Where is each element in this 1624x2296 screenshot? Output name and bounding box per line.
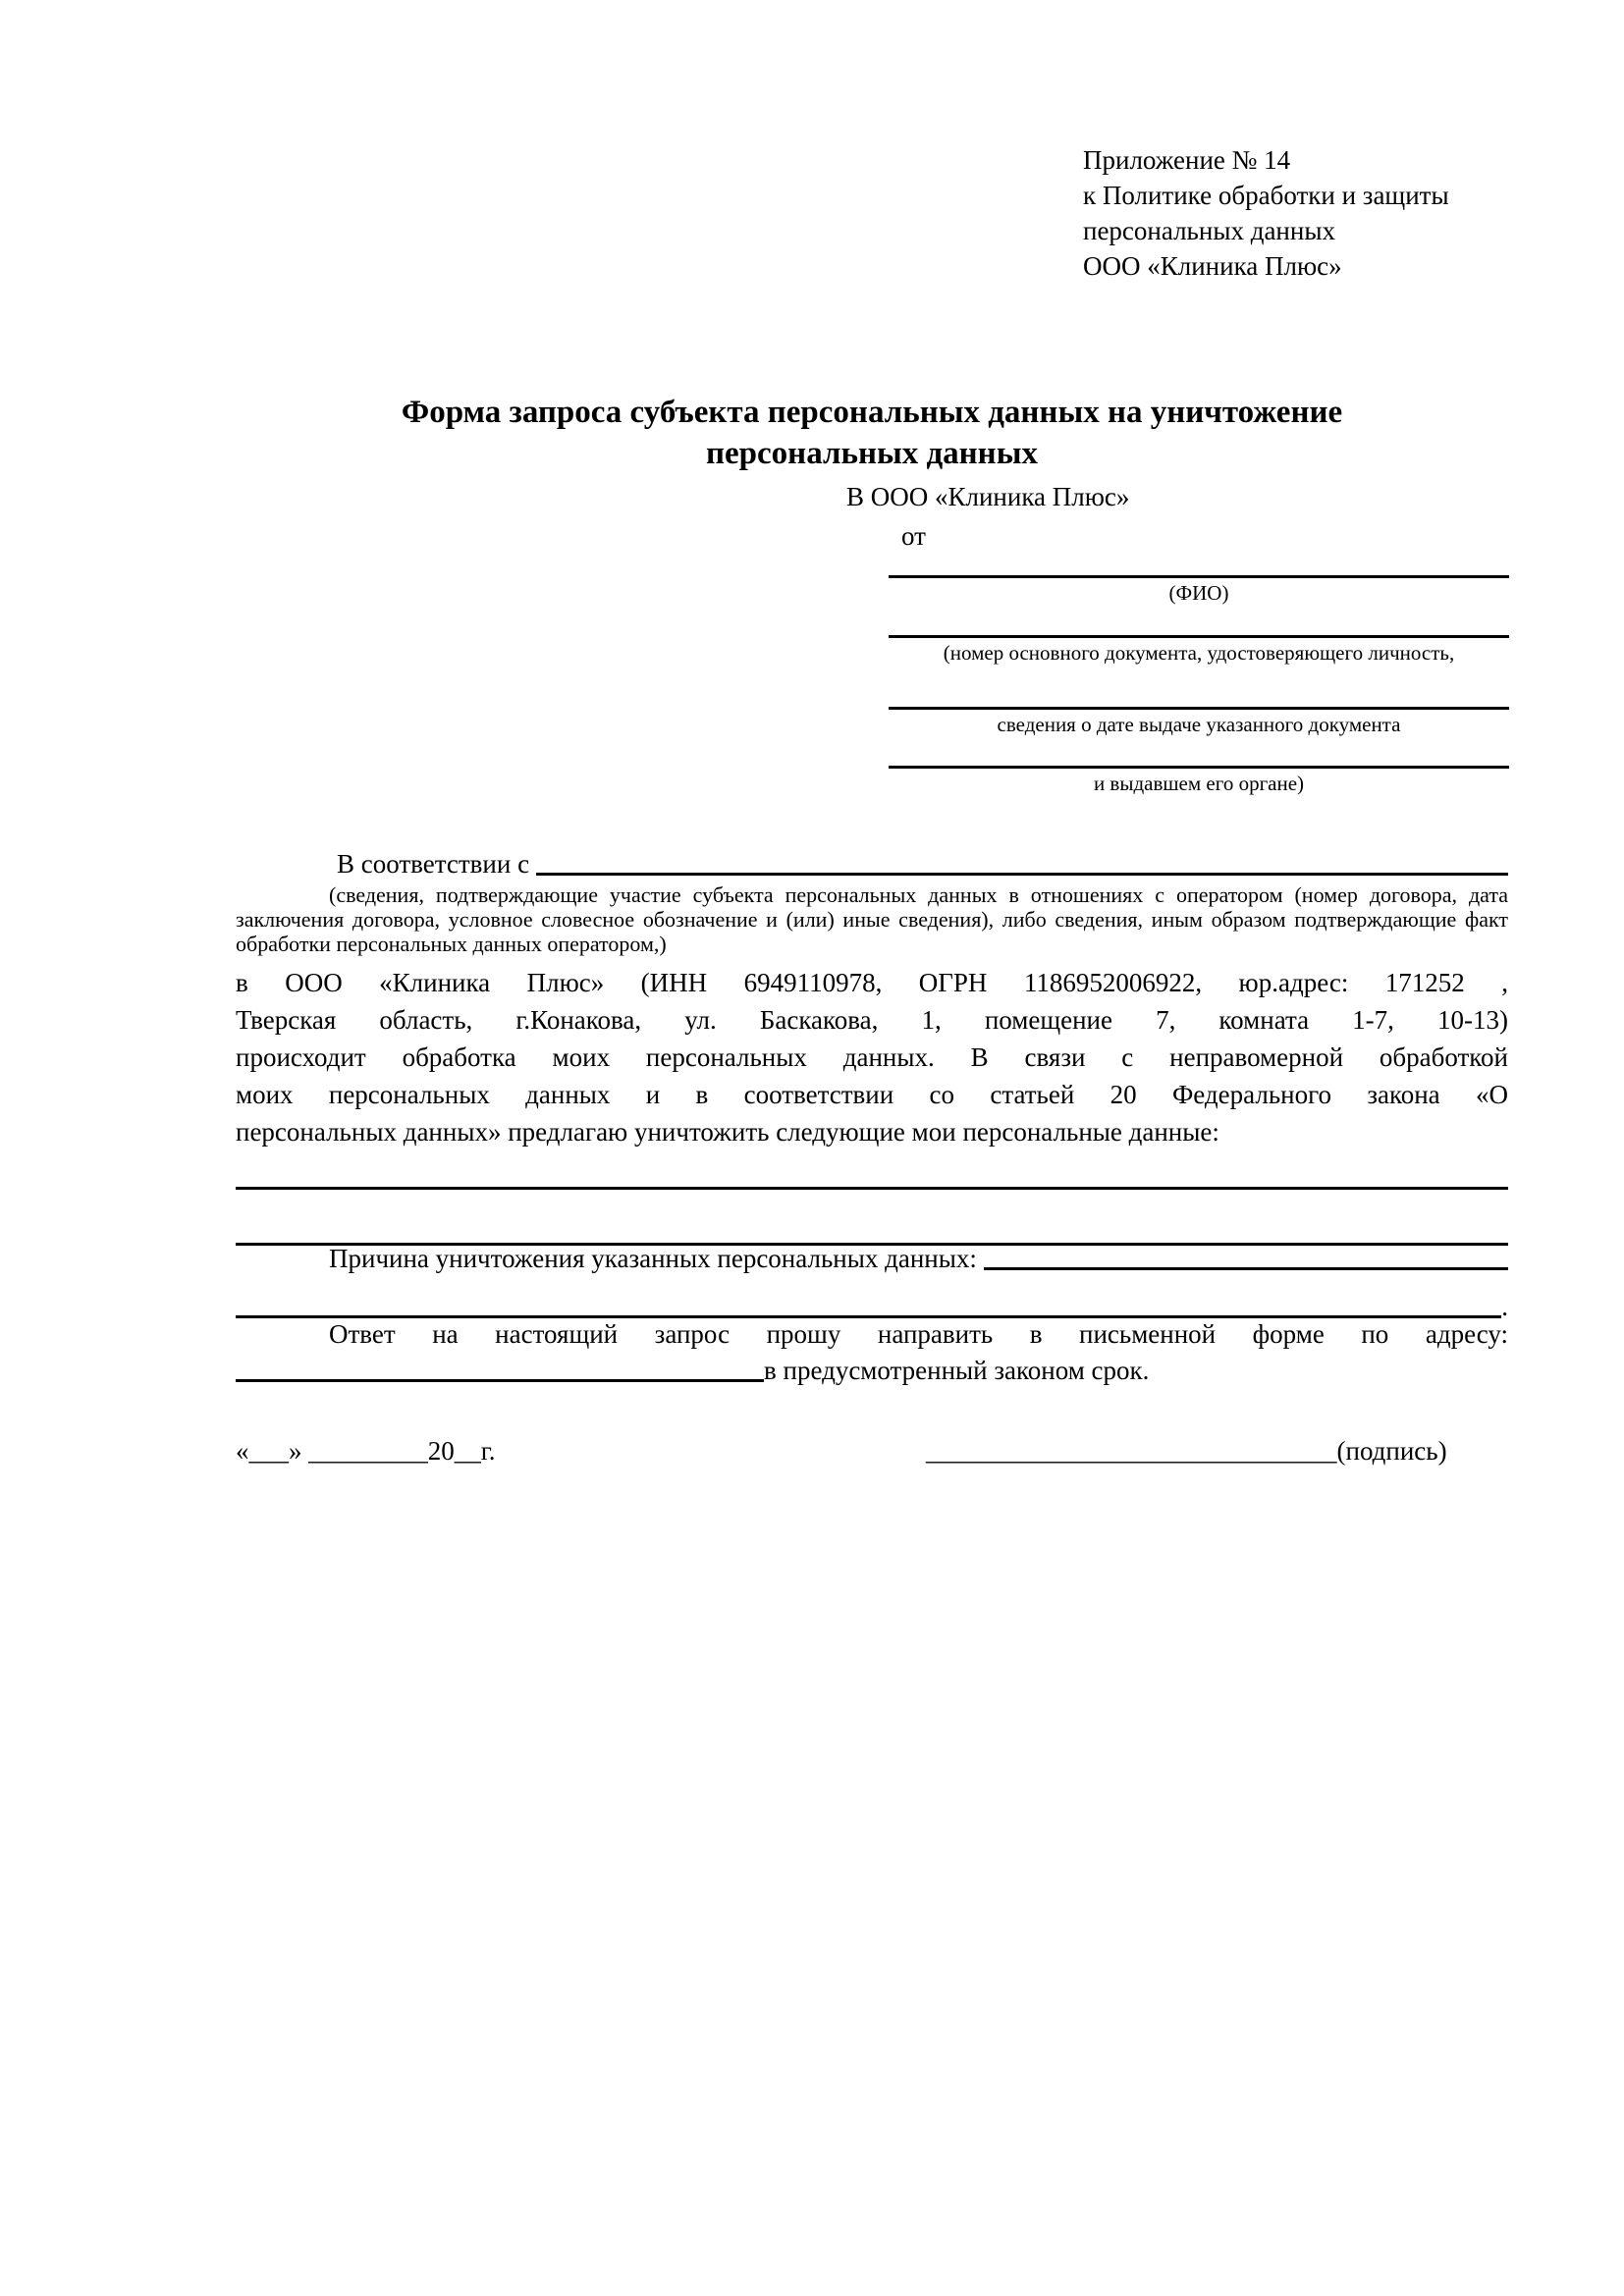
signature-label: (подпись) bbox=[1336, 1436, 1447, 1466]
trailing-period: . bbox=[1501, 1292, 1508, 1321]
body-paragraph bbox=[236, 964, 1508, 1150]
reason-row bbox=[236, 1240, 1508, 1277]
accordance-row bbox=[236, 845, 1508, 882]
issue-date-field-label: сведения о дате выдаче указанного документа bbox=[997, 713, 1401, 736]
text-line: персональных данных bbox=[706, 436, 1038, 471]
text-line: моих персональных данных и в соответствии со статьей 20 Федерального закона «О bbox=[236, 1080, 1508, 1109]
fio-field-line bbox=[889, 575, 1509, 578]
signature-line bbox=[926, 1432, 1447, 1469]
reply-suffix: в предусмотренный законом срок. bbox=[764, 1356, 1150, 1385]
date-line: «___» _________20__г. bbox=[236, 1436, 496, 1466]
signature-underline: _______________________________ bbox=[926, 1436, 1337, 1466]
text-line: ООО «Клиника Плюс» bbox=[1083, 251, 1342, 281]
caption-paragraph bbox=[236, 882, 1508, 956]
text-line: происходит обработка моих персональных данных. В связи с неправомерной обработкой bbox=[236, 1042, 1508, 1072]
address-blank-line bbox=[236, 1352, 764, 1382]
text-line: Приложение № 14 bbox=[1083, 145, 1291, 175]
from-label: от bbox=[901, 521, 926, 551]
text-line: персональных данных» предлагаю уничтожить следующие мои персональные данные: bbox=[236, 1117, 1219, 1147]
addressee-line: В ООО «Клиника Плюс» bbox=[846, 482, 1130, 511]
accordance-lead: В соответствии с bbox=[337, 849, 536, 879]
text-line: заключения договора, условное словесное обозначение и (или) иные сведения), либо сведения, иным образом подтверждающие факт bbox=[236, 907, 1508, 932]
reply-address-row bbox=[236, 1352, 1508, 1389]
appendix-header bbox=[1083, 142, 1449, 284]
text-line: Тверская область, г.Конакова, ул. Баскакова, 1, помещение 7, комната 1-7, 10-13) bbox=[236, 1005, 1508, 1035]
reason-continuation-line bbox=[236, 1288, 1501, 1318]
reason-blank-line bbox=[984, 1240, 1508, 1270]
issuer-field-line bbox=[889, 766, 1509, 769]
blank-line-1 bbox=[236, 1187, 1508, 1190]
fio-field-label: (ФИО) bbox=[1168, 581, 1229, 605]
text-line: персональных данных bbox=[1083, 216, 1335, 245]
text-line: к Политике обработки и защиты bbox=[1083, 181, 1449, 210]
issue-date-field-line bbox=[889, 707, 1509, 710]
text-line: (сведения, подтверждающие участие субъекта персональных данных в отношениях с оператором (номер договора, дата bbox=[329, 882, 1508, 907]
reason-label: Причина уничтожения указанных персональных данных: bbox=[329, 1244, 984, 1273]
text-line: в ООО «Клиника Плюс» (ИНН 6949110978, ОГРН 1186952006922, юр.адрес: 171252 , bbox=[236, 968, 1508, 997]
text-line: обработки персональных данных оператором,) bbox=[236, 932, 667, 956]
reply-paragraph: Ответ на настоящий запрос прошу направить в письменной форме по адресу: bbox=[329, 1319, 1508, 1349]
text-line: Форма запроса субъекта персональных данных на уничтожение bbox=[401, 395, 1343, 430]
issuer-field-label: и выдавшем его органе) bbox=[1093, 772, 1305, 795]
accordance-blank-line bbox=[536, 845, 1508, 876]
doc-number-field-label: (номер основного документа, удостоверяющего личность, bbox=[943, 641, 1455, 665]
doc-number-field-line bbox=[889, 635, 1509, 638]
document-title bbox=[236, 392, 1508, 474]
